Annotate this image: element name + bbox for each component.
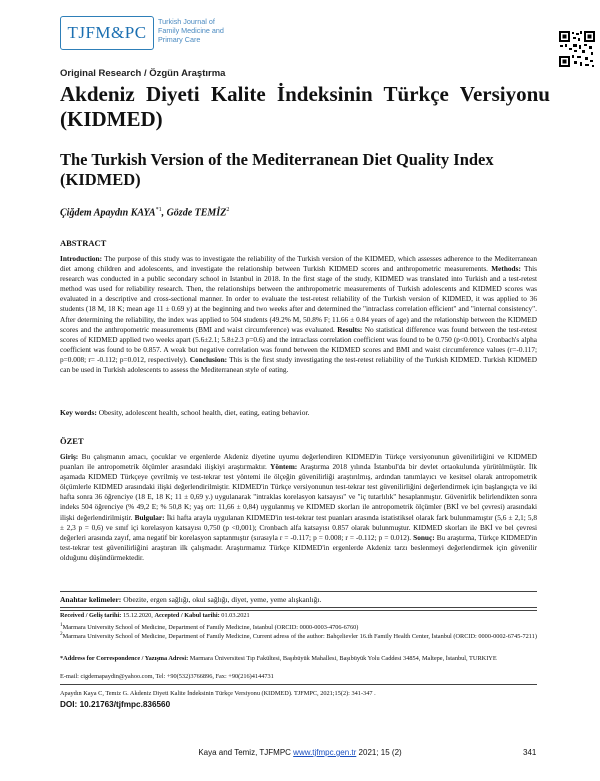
correspondence-address [60, 655, 537, 664]
author-name: Çiğdem Apaydın KAYA [60, 207, 156, 219]
correspondence-label: *Address for Correspondence / Yazışma Adresi: [60, 655, 189, 662]
footer-suffix: 2021; 15 (2) [358, 748, 402, 757]
ozet-giris-label: Giriş: [60, 452, 79, 461]
journal-name-line: Turkish Journal of [158, 17, 215, 26]
author-affiliation-mark: 2 [226, 207, 230, 213]
affiliation-text: Marmara University School of Medicine, Department of Family Medicine, Current adress of the author: Bahçelievler 16.th Family Health Center, İstanbul (ORCID: 0000-0002-6745-7211) [62, 633, 537, 641]
author-list [60, 207, 229, 218]
keywords-label: Key words: [60, 408, 97, 417]
author-name: Gözde TEMİZ [166, 207, 227, 219]
ozet-body [60, 452, 537, 563]
contact-line: E-mail: cigdemapaydin@yahoo.com, Tel: +90(532)3766896, Fax: +90(216)4144731 [60, 673, 274, 680]
footer-prefix: Kaya and Temiz, TJFMPC [198, 748, 291, 757]
author-separator: , [161, 207, 167, 219]
qr-code-icon [558, 30, 596, 68]
abstract-conclusion-text: This is the first study investigating the test-retest reliability of the Turkish KIDMED. Turkish KIDMED can be used in Turkish adolescents to assess the Mediterranean style of eating. [60, 354, 537, 375]
journal-header [60, 16, 530, 50]
journal-name-line: Primary Care [158, 35, 201, 44]
keywords-text: Obesity, adolescent health, school health, diet, eating, eating behavior. [98, 408, 310, 417]
abstract-body [60, 254, 537, 375]
title-english: The Turkish Version of the Mediterranean Diet Quality Index (KIDMED) [60, 150, 494, 189]
ozet-heading: ÖZET [60, 436, 84, 446]
affiliation-mark: 2 [60, 631, 63, 637]
affiliation-2 [60, 630, 537, 642]
ozet-sonuc-text: Bu araştırma, Türkçe KIDMED'in test-tekrar test güvenilirliğini araştıran ilk çalışmadır. Araştırmamız Türkçe KIDMED'in ergenlerde Akdeniz tarzı beslenmeyi değerlendirmek için güvenilir olduğunu düşündürmektedir. [60, 532, 537, 562]
abstract-intro-text: The purpose of this study was to investigate the reliability of the Turkish version of the KIDMED, which assesses adherence to the Mediterranean diet among children and adolescents, and investigate the relationship between Turkish KIDMED scores and anthropometric measurements. [60, 254, 537, 274]
ozet-sonuc-label: Sonuç: [413, 532, 435, 542]
ozet-bulgular-text: İki hafta arayla uygulanan KIDMED'in test-tekrar test puanları arasında istatistiksel olarak fark bulunmamıştır (5,6 ± 2,1; 5,8 ± 2,3 p = 0,6) ve sınıf içi korelasyon katsayısı 0,750 (p <0,001); Cronbach alfa katsayısı 0.857 olarak bulunmuştur. KIDMED skorları ile BKİ ve bel çevresi değerleri arasında zayıf, ama negatif bir korelasyon saptanmıştır (sırasıyla r = -0.117; p = 0.008; r = -0.112; p = 0.012). [60, 512, 538, 542]
article-type: Original Research / Özgün Araştırma [60, 68, 226, 79]
received-date: 15.12.2020, [122, 612, 153, 619]
abstract-heading: ABSTRACT [60, 238, 107, 248]
affiliation-mark: 1 [60, 622, 63, 628]
author-affiliation-mark: *1 [155, 207, 162, 213]
divider [60, 684, 537, 685]
accepted-label: Accepted / Kabul tarihi: [154, 612, 220, 619]
page-number: 341 [523, 748, 537, 757]
citation: Apaydın Kaya C, Temiz G. Akdeniz Diyeti Kalite İndeksinin Türkçe Versiyonu (KIDMED). TJFMPC, 2021;15(2): 341-347 . [60, 690, 376, 697]
received-label: Received / Geliş tarihi: [60, 612, 122, 619]
page-footer [0, 748, 600, 757]
article-dates [60, 612, 537, 621]
title-turkish: Akdeniz Diyeti Kalite İndeksinin Türkçe Versiyonu (KIDMED) [60, 82, 550, 131]
abstract-results-text: No statistical difference was found between the test-retest scores of KIDMED applied two weeks apart (5.6±2.1; 5.8±2.3 p=0.6) and the intraclass correlation coefficient was found to be 0.750 (p<0.001). Cronbach's alpha coefficient was found to be 0.857. A weak but negative correlation was found between the KIDMED scores and BMI and waist circumference values (r=-0.117; p=0.008; r= -0.112; p=0.012, respectively). [60, 324, 537, 364]
journal-name-line: Family Medicine and [158, 26, 224, 35]
correspondence-text: Marmara Üniversitesi Tıp Fakültesi, Başıbüyük Mahallesi, Başıbüyük Yolu Caddesi 34854, Maltepe, İstanbul, TURKIYE [189, 655, 497, 662]
doi-value: 10.21763/tjfmpc.836560 [79, 700, 171, 709]
ozet-yontem-label: Yöntem: [270, 462, 298, 472]
ozet-bulgular-label: Bulgular: [134, 512, 165, 522]
ozet-keywords [60, 595, 537, 605]
anahtar-kelimeler-text: Obezite, ergen sağlığı, okul sağlığı, diyet, yeme, yeme alışkanlığı. [123, 595, 322, 604]
divider [60, 591, 537, 592]
journal-logo: TJFM&PC [60, 16, 154, 50]
doi-label: DOI: [60, 700, 78, 709]
affiliation-text: Marmara University School of Medicine, Department of Family Medicine, Istanbul (ORCID: 0000-0003-4706-6760) [62, 624, 359, 632]
abstract-methods-label: Methods: [491, 264, 521, 274]
abstract-intro-label: Introduction: [60, 254, 103, 263]
ozet-giris-text: Bu çalışmanın amacı, çocuklar ve ergenlerde Akdeniz diyetine uyumu değerlendiren KIDMED'in Türkçe versiyonunun güvenilirliğini ve KIDMED puanları ile antropometrik ölçümler arasındaki ilişkiyi araştırmaktır. [60, 452, 537, 472]
divider [60, 607, 537, 611]
abstract-results-label: Results: [337, 324, 363, 334]
abstract-conclusion-label: Conclusion: [189, 354, 228, 364]
abstract-keywords [60, 408, 537, 418]
anahtar-kelimeler-label: Anahtar kelimeler: [60, 595, 122, 604]
journal-website-link[interactable]: www.tjfmpc.gen.tr [293, 748, 357, 757]
accepted-date: 01.03.2021 [221, 612, 250, 619]
doi [60, 700, 170, 709]
abstract-methods-text: This research was conducted in a public secondary school in Istanbul in 2018. In the first stage of the study, KIDMED was translated into Turkish and a test-retest method was used for reliability research. Then, the relationships between the anthropometric measurements of Turkish adolescents and KIDMED scores was evaluated in a descriptive and cross-sectional manner. In order to evaluate the test-retest reliability of the Turkish version of KIDMED, it was applied to 36 students (18 M, 18 K; mean age 11 ± 0.69 y) at the beginning and two weeks after and determined the "intraclass correlation efficient" and "internal consistency". After determining the reliability, the index was applied to 504 students (49.2% M, 50.8% F; 11.66 ± 0.84 years of age) and the relationship between the KIDMED scores and the anthropometric measurements (BMI and waist circumference) was evaluated. [60, 264, 537, 334]
ozet-yontem-text: Araştırma 2018 yılında İstanbul'da bir devlet ortaokulunda yürütülmüştür. İlk aşamada KIDMED Türkçeye çevrilmiş ve test-tekrar test yöntemi ile ölçeğin güvenilirliği araştırılmış, ardından tanımlayıcı ve kesitsel olarak antropometrik ölçümlerle KIDMED arasındaki ilişki değerlendirilmiştir. KIDMED'in Türkçe versiyonunun test-tekrar test güvenilirliğini değerlendirmek için başlangıçta ve iki hafta sonra 36 öğrenciye (18 E, 18 K; 11 ± 0,69 y.) uygulanarak "intraklas korelasyon katsayısı" ve "iç tutarlılık" hesaplanmıştır. Güvenirlik belirlendikten sonra indeks 504 öğrenciye (% 49,2 E; % 50,8 K; yaş ort: 11,66 ± 0,84) uygulanmış ve KIDMED skorları ile antropometrik ölçümler (BKİ ve bel çevresi) arasındaki ilişki değerlendirilmiştir. [60, 462, 538, 522]
journal-name [158, 17, 278, 44]
